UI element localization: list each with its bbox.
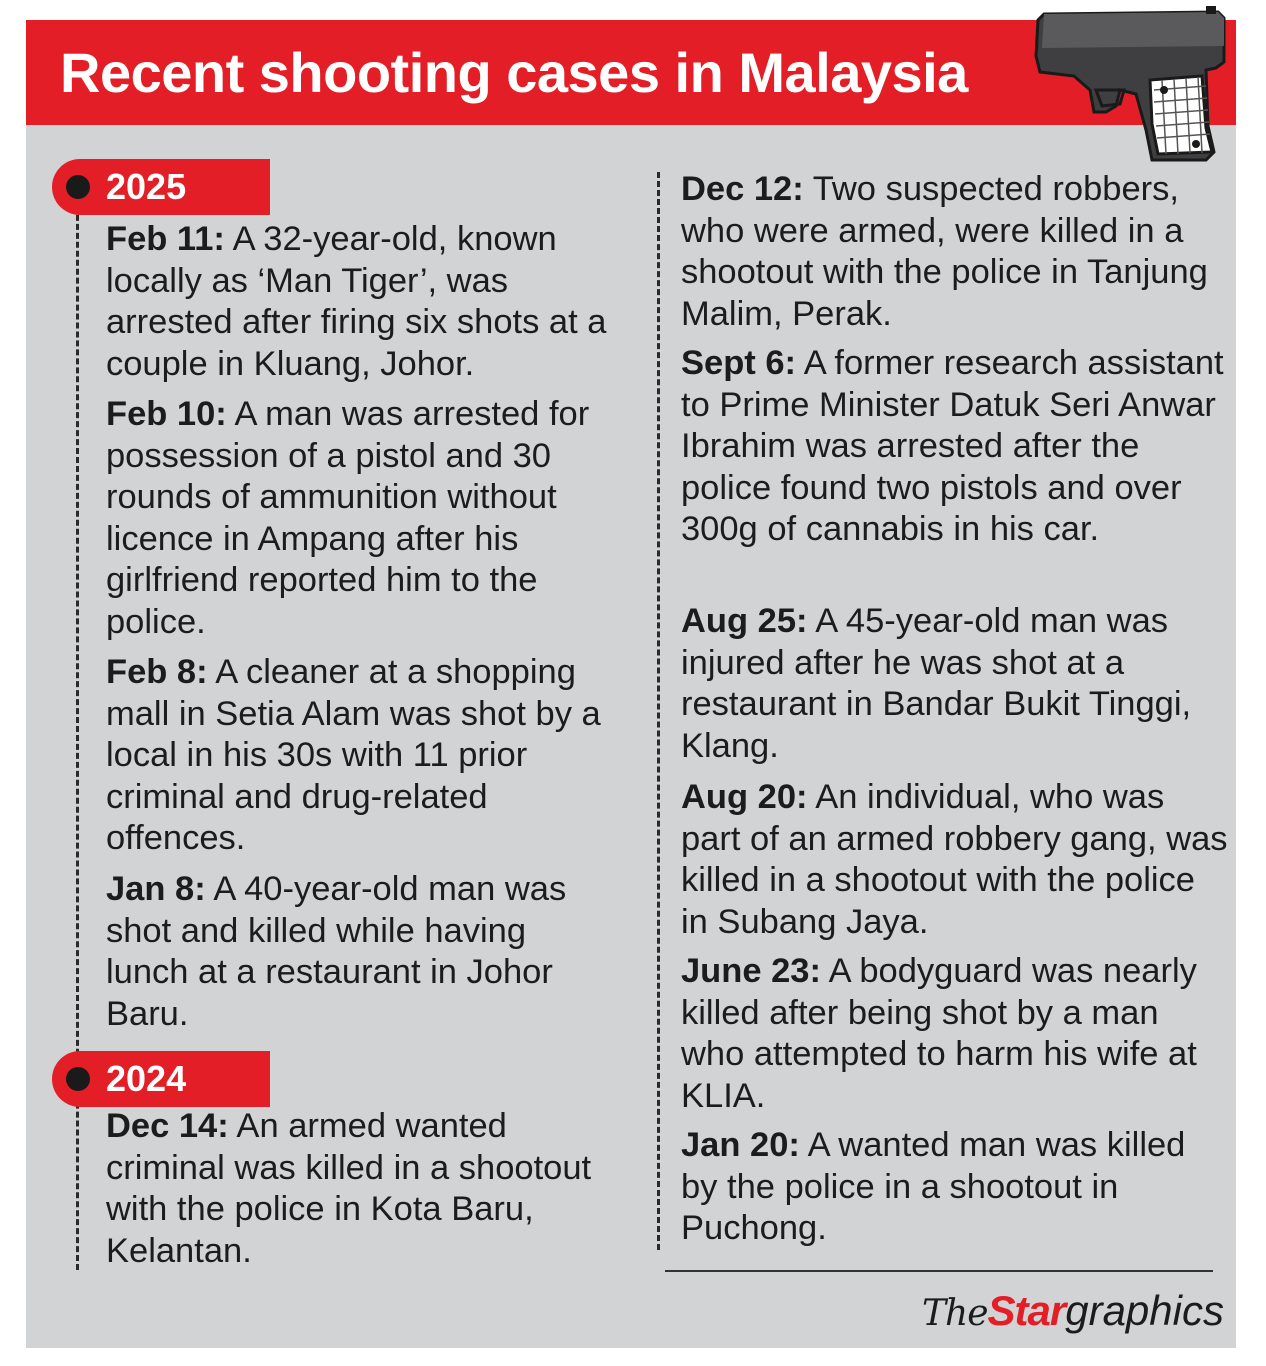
entry-jan-8 xyxy=(106,869,611,1035)
entry-date: Dec 14: xyxy=(106,1107,229,1145)
entry-dec-14 xyxy=(106,1106,611,1272)
divider xyxy=(665,1270,1213,1272)
entry-date: Sept 6: xyxy=(681,344,797,382)
timeline-line-right xyxy=(657,172,660,1250)
entry-date: June 23: xyxy=(681,952,821,990)
entry-date: Jan 8: xyxy=(106,870,206,908)
entry-date: Jan 20: xyxy=(681,1126,800,1164)
entry-text: A cleaner at a shopping mall in Setia Alam was shot by a local in his 30s with 11 prior criminal and drug-related offences. xyxy=(106,653,601,857)
page-title: Recent shooting cases in Malaysia xyxy=(60,41,968,104)
entry-text: A 40-year-old man was shot and killed while having lunch at a restaurant in Johor Baru. xyxy=(106,870,567,1033)
pistol-icon xyxy=(1030,6,1230,166)
entry-text: An armed wanted criminal was killed in a shootout with the police in Kota Baru, Kelantan. xyxy=(106,1107,592,1270)
entry-dec-12 xyxy=(681,169,1229,335)
entry-feb-8 xyxy=(106,652,611,860)
entry-feb-11 xyxy=(106,219,611,385)
year-tab-2024 xyxy=(52,1051,270,1107)
entry-text: A bodyguard was nearly killed after being shot by a man who attempted to harm his wife at KLIA. xyxy=(681,952,1197,1115)
source-credit xyxy=(922,1285,1224,1340)
entry-aug-20 xyxy=(681,777,1229,943)
credit-star: Star xyxy=(987,1287,1066,1334)
timeline-line-left xyxy=(76,188,79,1270)
year-label: 2025 xyxy=(106,166,187,207)
timeline-dot-icon xyxy=(66,175,90,199)
entry-date: Aug 20: xyxy=(681,778,808,816)
entry-text: A wanted man was killed by the police in a shootout in Puchong. xyxy=(681,1126,1186,1247)
entry-date: Feb 8: xyxy=(106,653,208,691)
year-label: 2024 xyxy=(106,1058,187,1099)
entry-sept-6 xyxy=(681,343,1229,551)
entry-date: Aug 25: xyxy=(681,602,808,640)
year-tab-2025 xyxy=(52,159,270,215)
entry-text: Two suspected robbers, who were armed, were killed in a shootout with the police in Tanjung Malim, Perak. xyxy=(681,170,1208,333)
entry-jan-20 xyxy=(681,1125,1229,1250)
entry-text: A former research assistant to Prime Minister Datuk Seri Anwar Ibrahim was arrested after the police found two pistols and over 300g of cannabis in his car. xyxy=(681,344,1224,548)
entry-aug-25 xyxy=(681,601,1229,767)
credit-graphics: graphics xyxy=(1065,1287,1224,1334)
entry-date: Feb 10: xyxy=(106,395,227,433)
credit-the: The xyxy=(922,1293,988,1334)
entry-text: A man was arrested for possession of a pistol and 30 rounds of ammunition without licence in Ampang after his girlfriend reported him to the police. xyxy=(106,395,590,641)
entry-june-23 xyxy=(681,951,1229,1117)
entry-text: A 32-year-old, known locally as ‘Man Tiger’, was arrested after firing six shots at a couple in Kluang, Johor. xyxy=(106,220,607,383)
entry-date: Feb 11: xyxy=(106,220,225,258)
entry-text: A 45-year-old man was injured after he was shot at a restaurant in Bandar Bukit Tinggi, Klang. xyxy=(681,602,1192,765)
entry-text: An individual, who was part of an armed robbery gang, was killed in a shootout with the police in Subang Jaya. xyxy=(681,778,1228,941)
timeline-dot-icon xyxy=(66,1067,90,1091)
entry-date: Dec 12: xyxy=(681,170,804,208)
entry-feb-10 xyxy=(106,394,611,643)
